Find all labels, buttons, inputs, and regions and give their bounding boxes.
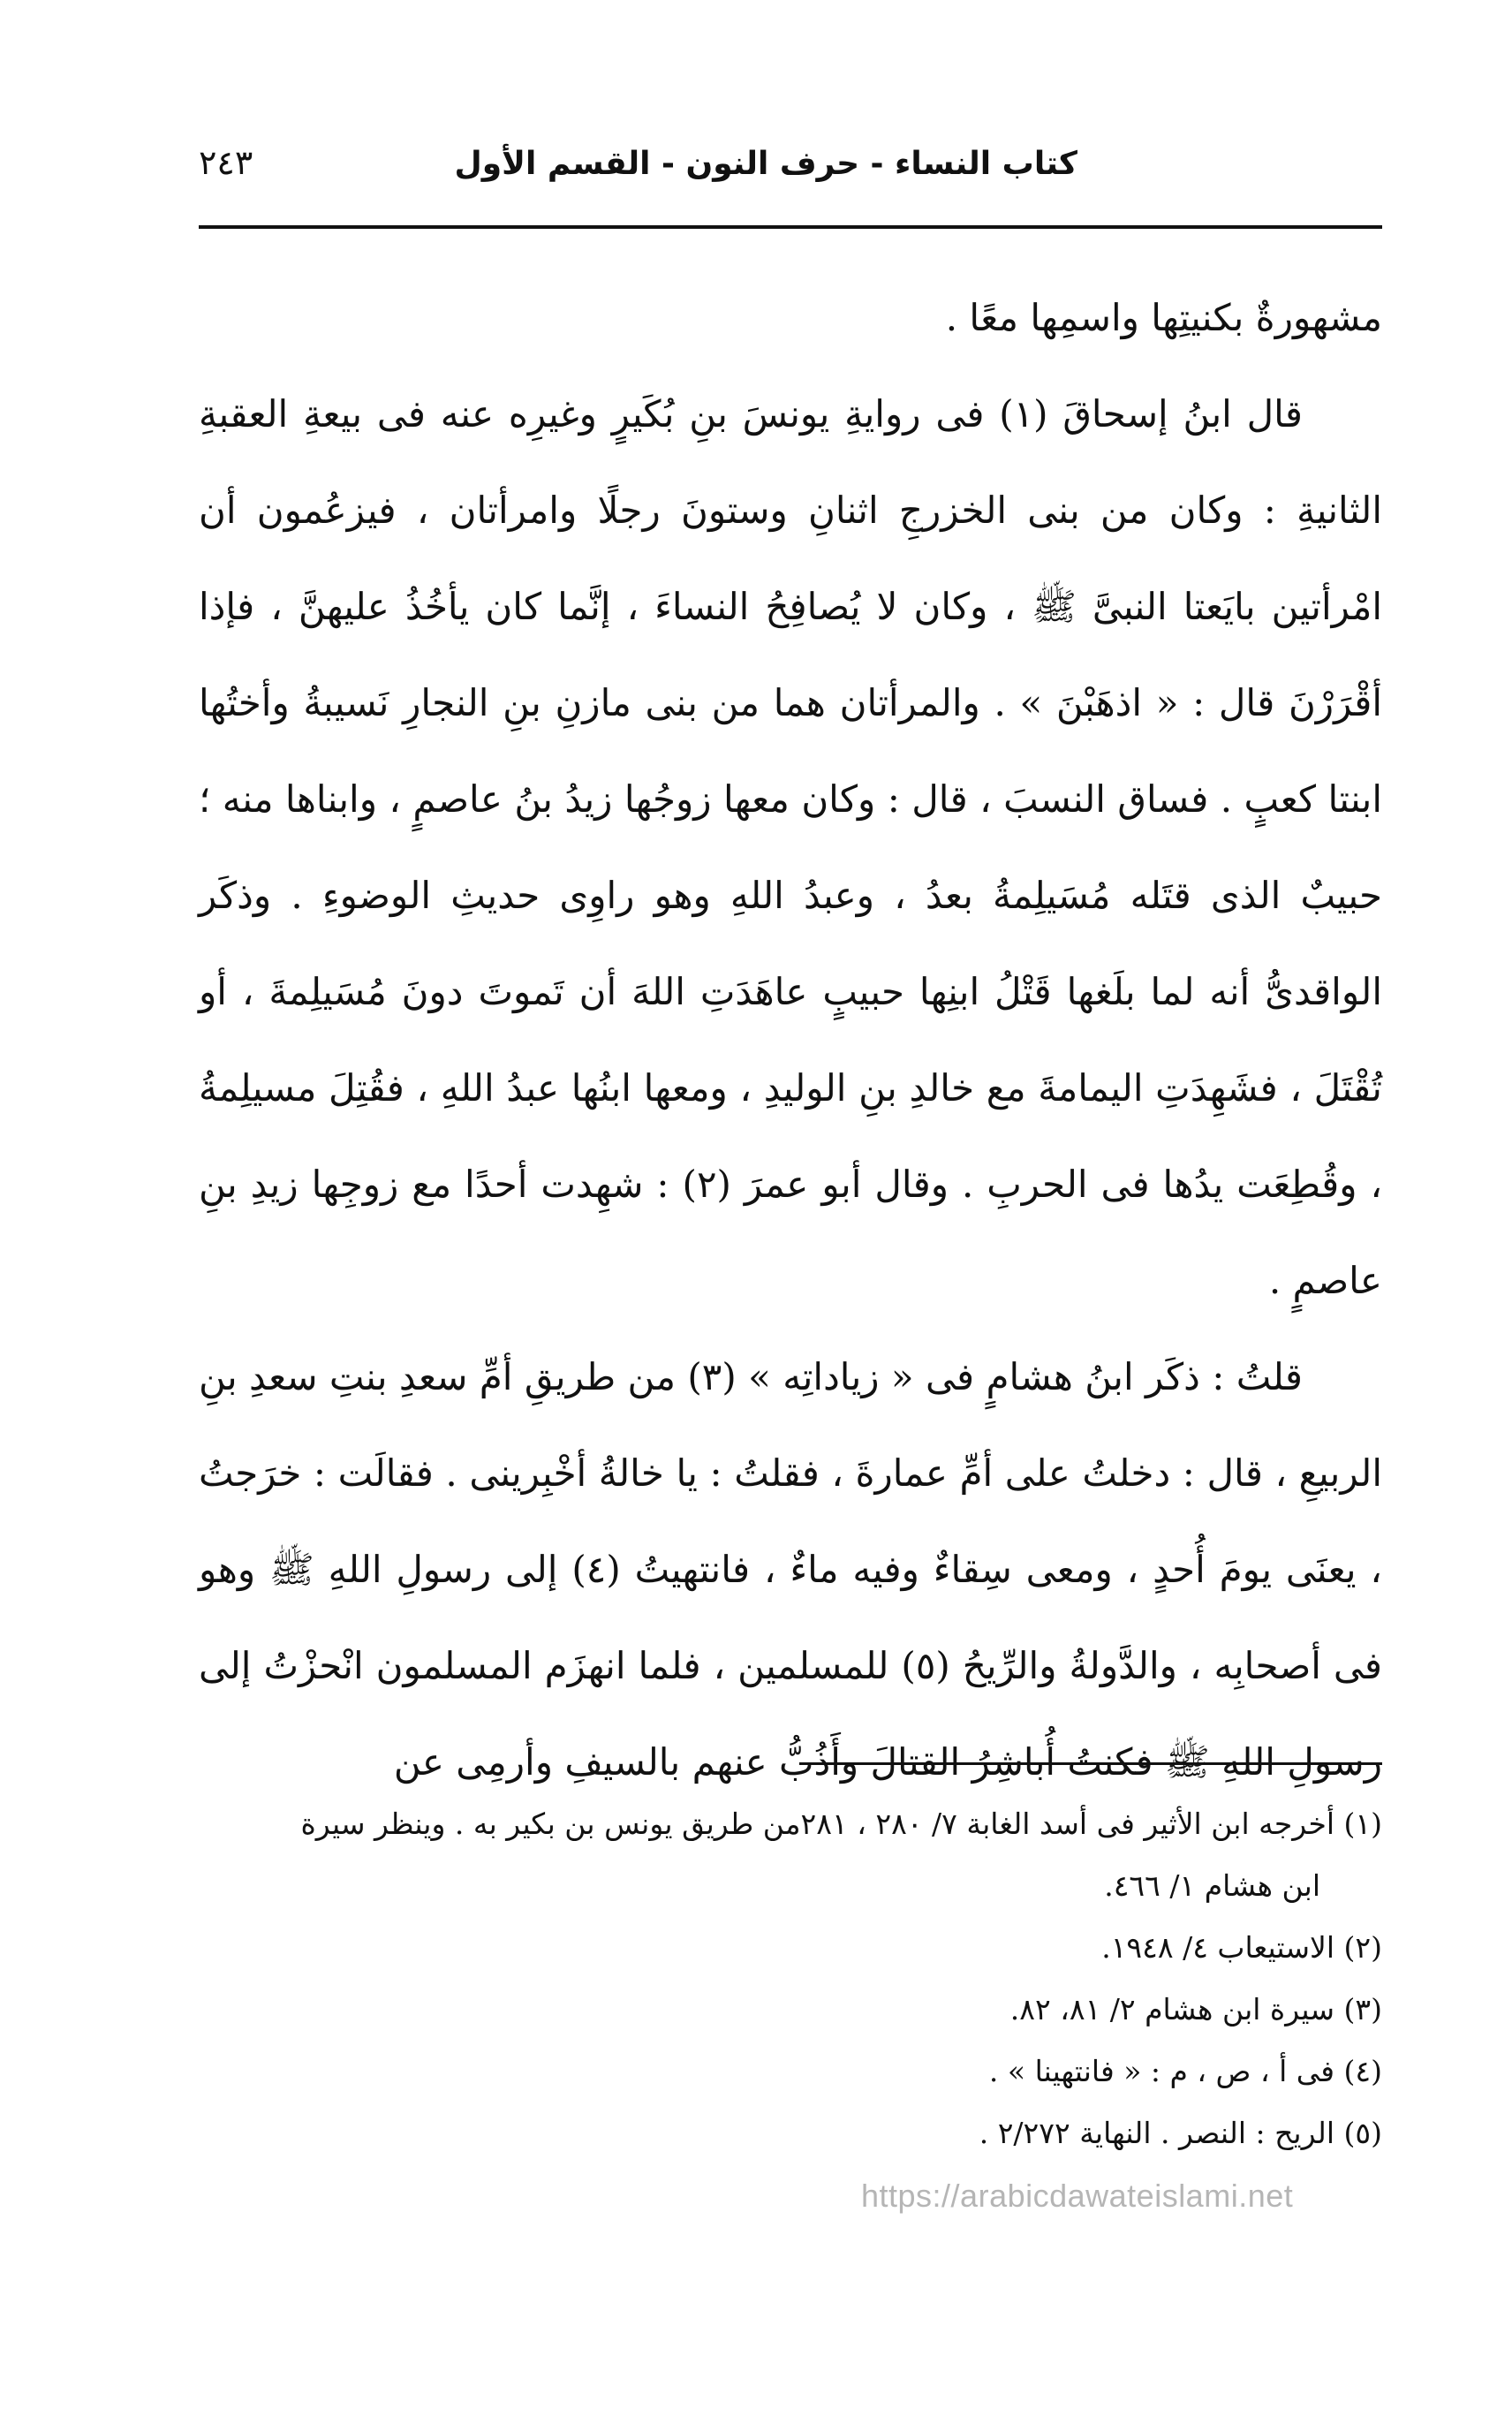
footnote-1: (١) أخرجه ابن الأثير فى أسد الغابة ٧/ ٢٨٠ ، ٢٨١من طريق يونس بن بكير به . وينظر سيرة — [300, 1807, 1382, 1841]
footnote-1-continuation: ابن هشام ١/ ٤٦٦. — [1104, 1868, 1320, 1903]
footnote-5: (٥) الريح : النصر . النهاية ٢/٢٧٢ . — [979, 2116, 1382, 2150]
paragraph-ibn-ishaq: قال ابنُ إسحاقَ (١) فى روايةِ يونسَ بنِ بُكَيرٍ وغيرِه عنه فى بيعةِ العقبةِ الثانيةِ : وكان من بنى الخزرجِ اثنانِ وستونَ رجلًا وامرأتان ، فيزعُمون أن امْرأتين بايَعتا النبىَّ ﷺ ، وكان لا يُصافِحُ النساءَ ، إنَّما كان يأخُذُ عليهنَّ ، فإذا أقْرَرْنَ قال : « اذهَبْنَ » . والمرأتان هما من بنى مازنِ بنِ النجارِ نَسيبةُ وأختُها ابنتا كعبٍ . فساق النسبَ ، قال : وكان معها زوجُها زيدُ بنُ عاصمٍ ، وابناها منه ؛ حبيبٌ الذى قتَله مُسَيلِمةُ بعدُ ، وعبدُ اللهِ وهو راوِى حديثِ الوضوءِ . وذكَر الواقدىُّ أنه لما بلَغها قَتْلُ ابنِها حبيبٍ عاهَدَتِ اللهَ أن تَموتَ دونَ مُسَيلِمةَ ، أو تُقْتَلَ ، فشَهِدَتِ اليمامةَ مع خالدِ بنِ الوليدِ ، ومعها ابنُها عبدُ اللهِ ، فقُتِلَ مسيلِمةُ ، وقُطِعَت يدُها فى الحربِ . وقال أبو عمرَ (٢) : شهِدت أحدًا مع زوجِها زيدِ بنِ عاصمٍ . — [199, 392, 1383, 1302]
footnote-3: (٣) سيرة ابن هشام ٢/ ٨١، ٨٢. — [1009, 1992, 1382, 2026]
footnote-2: (٢) الاستيعاب ٤/ ١٩٤٨. — [1101, 1930, 1382, 1965]
page-number: ٢٤٣ — [199, 143, 253, 182]
watermark-url: https://arabicdawateislami.net — [861, 2178, 1294, 2214]
footnotes — [199, 1793, 1382, 2164]
main-text — [199, 269, 1382, 1810]
paragraph-intro: مشهورةٌ بكنيتِها واسمِها معًا . — [945, 296, 1382, 339]
page-header — [199, 133, 1382, 203]
footnote-4: (٤) فى أ ، ص ، م : « فانتهينا » . — [988, 2054, 1382, 2088]
paragraph-ibn-hisham: قلتُ : ذكَر ابنُ هشامٍ فى « زياداتِه » (٣) من طريقِ أمِّ سعدِ بنتِ سعدِ بنِ الربيعِ ، قال : دخلتُ على أمِّ عمارةَ ، فقلتُ : يا خالةُ أخْبِرينى . فقالَت : خرَجتُ ، يعنَى يومَ أُحدٍ ، ومعى سِقاءٌ وفيه ماءٌ ، فانتهيتُ (٤) إلى رسولِ اللهِ ﷺ وهو فى أصحابِه ، والدَّولةُ والرِّيحُ (٥) للمسلمين ، فلما انهزَم المسلمون انْحزْتُ إلى رسولِ اللهِ ﷺ فكنتُ أُباشِرُ القتالَ وأَذُبُّ عنهم بالسيفِ وأرمِى عن — [199, 1355, 1383, 1784]
header-divider — [199, 225, 1382, 229]
running-title: كتاب النساء - حرف النون - القسم الأول — [454, 146, 1077, 182]
footnote-divider — [799, 1762, 1382, 1765]
